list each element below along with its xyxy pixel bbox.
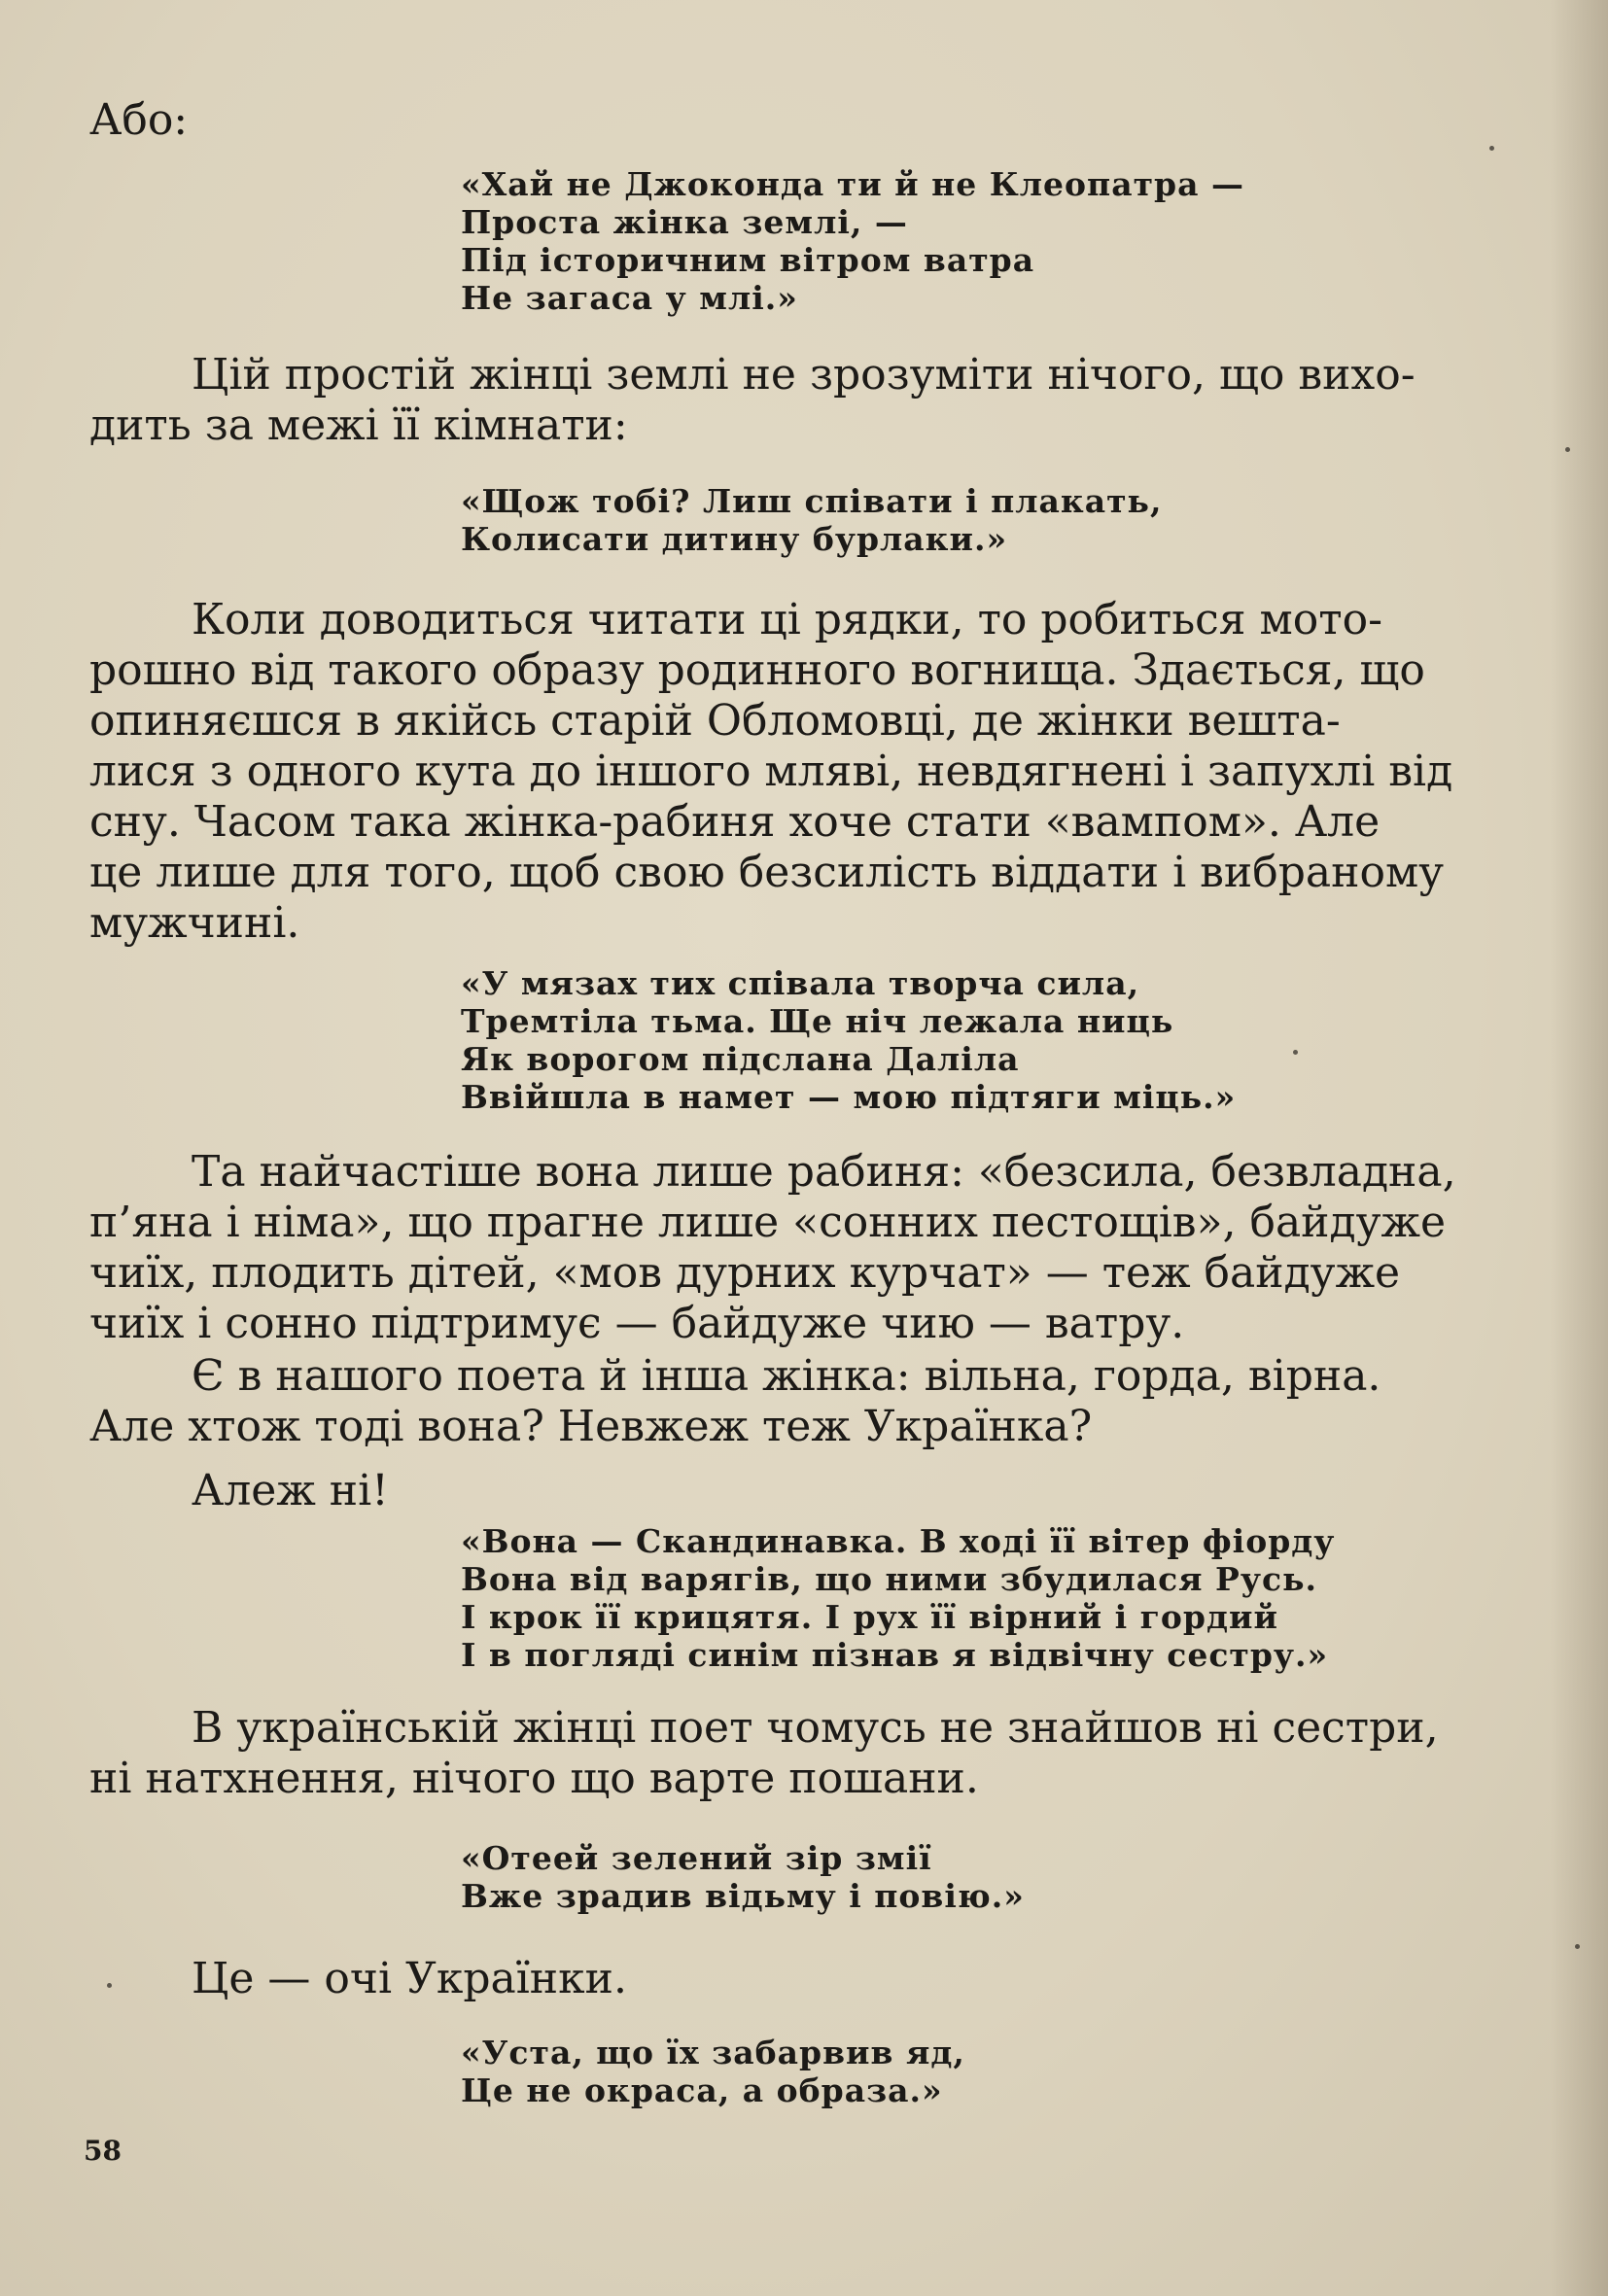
- paragraph-1: [89, 350, 1548, 451]
- verse-line: І в погляді синім пізнав я відвічну сестру.»: [461, 1636, 1329, 1674]
- verse-line: Це не окраса, а образа.»: [461, 2071, 943, 2109]
- page-edge-shadow: [1550, 0, 1608, 2296]
- prose-line: В українській жінці поет чомусь не знайшов ні сестри,: [192, 1703, 1439, 1753]
- prose-line: лися з одного кута до іншого мляві, невдягнені і запухлі від: [89, 747, 1453, 796]
- prose-line: Є в нашого поета й інша жінка: вільна, горда, вірна.: [192, 1351, 1381, 1401]
- prose-line: чиїх і сонно підтримує — байдуже чию — ватру.: [89, 1299, 1185, 1348]
- prose-line: чиїх, плодить дітей, «мов дурних курчат» — теж байдуже: [89, 1248, 1401, 1298]
- verse-line: Колисати дитину бурлаки.»: [461, 520, 1008, 558]
- verse-line: І крок її крицятя. І рух її вірний і гордий: [461, 1598, 1278, 1636]
- verse-block-6: [461, 2034, 1433, 2109]
- prose-line: Цій простій жінці землі не зрозуміти нічого, що вихо-: [192, 350, 1416, 400]
- paper-speck: [1565, 447, 1570, 452]
- verse-block-1: [461, 165, 1433, 317]
- paper-speck: [107, 1983, 112, 1988]
- prose-line: дить за межі її кімнати:: [89, 400, 628, 450]
- verse-block-3: [461, 964, 1433, 1116]
- verse-line: Ввійшла в намет — мою підтяги міць.»: [461, 1078, 1237, 1116]
- prose-line: опиняєшся в якійсь старій Обломовці, де жінки вешта-: [89, 696, 1341, 746]
- verse-block-2: [461, 482, 1433, 558]
- verse-line: Проста жінка землі, —: [461, 203, 908, 241]
- paragraph-3: [89, 1147, 1548, 1349]
- verse-line: «Щож тобі? Лиш співати і плакать,: [461, 482, 1163, 520]
- verse-block-4: [461, 1522, 1433, 1674]
- prose-line: це лише для того, щоб свою безсилість віддати і вибраному: [89, 848, 1445, 897]
- paper-speck: [1489, 146, 1494, 151]
- verse-line: Під історичним вітром ватра: [461, 241, 1035, 279]
- prose-line: п’яна і німа», що прагне лише «сонних пестощів», байдуже: [89, 1198, 1447, 1247]
- prose-line: мужчині.: [89, 898, 300, 948]
- verse-block-5: [461, 1839, 1433, 1915]
- prose-line: Алеж ні!: [192, 1466, 389, 1515]
- page-number: 58: [84, 2135, 122, 2167]
- prose-line: сну. Часом така жінка-рабиня хоче стати «вампом». Але: [89, 797, 1381, 847]
- verse-line: «Хай не Джоконда ти й не Клеопатра —: [461, 165, 1244, 203]
- prose-line: рошно від такого образу родинного вогнища. Здається, що: [89, 645, 1425, 695]
- paragraph-2: [89, 595, 1548, 949]
- verse-line: Тремтіла тьма. Ще ніч лежала ниць: [461, 1002, 1174, 1040]
- paragraph-5: [89, 1466, 1548, 1516]
- verse-line: Вже зрадив відьму і повію.»: [461, 1877, 1025, 1915]
- paper-speck: [1293, 1050, 1298, 1055]
- prose-line: Але хтож тоді вона? Невжеж теж Українка?: [89, 1402, 1093, 1451]
- verse-line: Як ворогом підслана Даліла: [461, 1040, 1020, 1078]
- verse-line: «У мязах тих співала творча сила,: [461, 964, 1140, 1002]
- verse-line: «Вона — Скандинавка. В ході її вітер фіорду: [461, 1522, 1336, 1560]
- verse-line: «Уста, що їх забарвив яд,: [461, 2034, 965, 2071]
- prose-line: Та найчастіше вона лише рабиня: «безсила, безвладна,: [192, 1147, 1456, 1197]
- prose-line: Або:: [89, 95, 189, 145]
- verse-line: «Отеей зелений зір змії: [461, 1839, 932, 1877]
- paper-speck: [1575, 1944, 1580, 1949]
- prose-line: ні натхнення, нічого що варте пошани.: [89, 1754, 979, 1803]
- verse-line: Не загаса у млі.»: [461, 279, 798, 317]
- paragraph-7: [89, 1954, 1548, 2004]
- prose-line: Коли доводиться читати ці рядки, то робиться мото-: [192, 595, 1382, 644]
- verse-line: Вона від варягів, що ними збудилася Русь.: [461, 1560, 1317, 1598]
- paragraph-6: [89, 1703, 1548, 1804]
- opening-word: [89, 95, 1548, 146]
- paragraph-4: [89, 1351, 1548, 1452]
- prose-line: Це — очі Українки.: [192, 1954, 627, 2003]
